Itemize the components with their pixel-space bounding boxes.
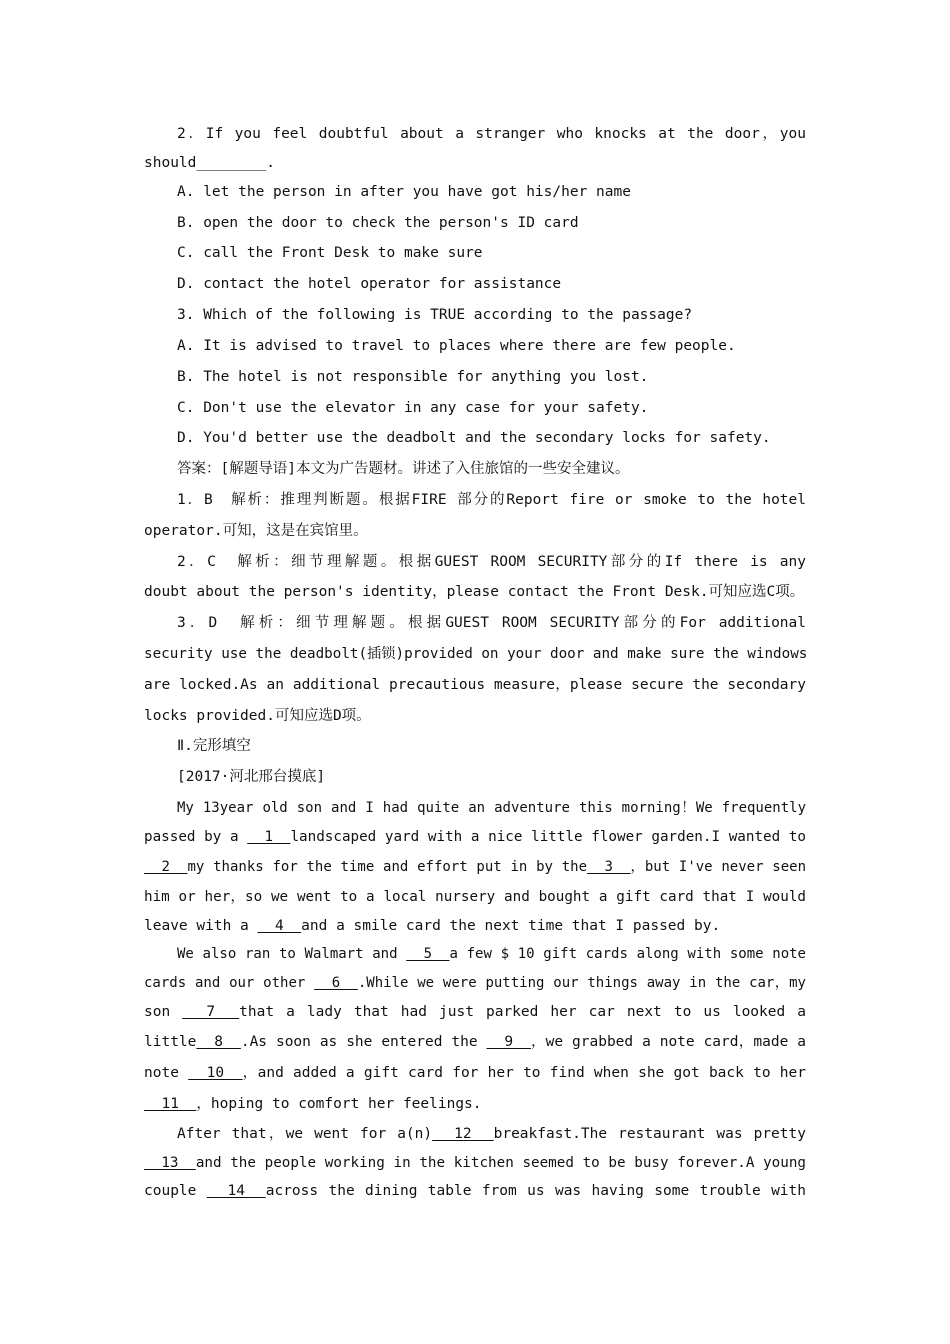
text: across the dining table from us was having some trouble with	[265, 1183, 806, 1199]
answer-2-explanation: 2．C 解析：细节理解题。根据GUEST ROOM SECURITY部分的If there is any	[177, 554, 806, 570]
question-3-stem: 3. Which of the following is TRUE according to the passage?	[177, 307, 693, 323]
blank-12: 12	[432, 1126, 494, 1142]
text: and the people working in the kitchen seemed to be busy forever.A young	[195, 1155, 806, 1171]
text: After that，we went for a(n)	[177, 1126, 433, 1142]
blank-3: 3	[587, 859, 631, 875]
blank-8: 8	[196, 1034, 241, 1050]
passage-line	[144, 1181, 806, 1201]
passage-line	[144, 1153, 806, 1173]
passage-line	[144, 827, 806, 847]
text: ，and added a gift card for her to find when she got back to her	[242, 1065, 806, 1081]
blank-13: 13	[144, 1155, 196, 1171]
text: couple	[144, 1183, 207, 1199]
answer-blank: ________	[196, 155, 267, 171]
text: that a lady that had just parked her car next to us looked a	[239, 1004, 806, 1020]
text: .As soon as she entered the	[240, 1034, 487, 1050]
text: and a smile card the next time that I passed by.	[301, 918, 721, 934]
answer-3-explanation-continued: are locked.As an additional precautious measure，please secure the secondary	[144, 677, 806, 693]
question-3-option-b: B. The hotel is not responsible for anything you lost.	[177, 369, 649, 385]
passage-line	[144, 1002, 806, 1022]
text: a few $ 10 gift cards along with some note	[449, 946, 806, 962]
blank-6: 6	[314, 975, 358, 991]
text: ，we grabbed a note card，made a	[530, 1034, 806, 1050]
passage-line	[177, 1124, 806, 1144]
section-source: [2017·河北邢台摸底]	[177, 769, 326, 785]
text: ，but I've never seen	[630, 859, 807, 875]
passage-line	[144, 973, 806, 993]
text: .While we were putting our things away in the car，my	[357, 975, 806, 991]
text: son	[144, 1004, 183, 1020]
text: my thanks for the time and effort put in by the	[187, 859, 588, 875]
blank-4: 4	[257, 918, 302, 934]
passage-line	[144, 1063, 806, 1083]
answer-3-explanation-continued: security use the deadbolt(插锁)provided on your door and make sure the windows	[144, 646, 808, 662]
answer-3-explanation-continued: locks provided.可知应选D项。	[144, 708, 371, 724]
blank-2: 2	[144, 859, 188, 875]
blank-11: 11	[144, 1096, 197, 1112]
question-3-option-d: D. You'd better use the deadbolt and the secondary locks for safety.	[177, 430, 771, 446]
passage-line	[144, 916, 806, 936]
answer-3-explanation: 3．D 解析：细节理解题。根据GUEST ROOM SECURITY部分的For additional	[177, 615, 806, 631]
text: We also ran to Walmart and	[177, 946, 407, 962]
question-2-stem: 2．If you feel doubtful about a stranger who knocks at the door，you	[177, 126, 806, 142]
answer-1-explanation-continued: operator.可知，这是在宾馆里。	[144, 523, 368, 539]
passage-line	[177, 944, 806, 964]
answer-1-explanation: 1．B 解析：推理判断题。根据FIRE 部分的Report fire or smoke to the hotel	[177, 492, 806, 508]
section-heading: Ⅱ.完形填空	[177, 738, 251, 754]
text: ，hoping to comfort her feelings.	[196, 1096, 482, 1112]
blank-1: 1	[247, 829, 291, 845]
blank-7: 7	[182, 1004, 240, 1020]
question-2-option-d: D. contact the hotel operator for assistance	[177, 276, 562, 292]
text: landscaped yard with a nice little flower garden.I wanted to	[290, 829, 806, 845]
text: note	[144, 1065, 189, 1081]
blank-14: 14	[206, 1183, 266, 1199]
text: passed by a	[144, 829, 248, 845]
text: .	[266, 155, 275, 171]
blank-10: 10	[188, 1065, 243, 1081]
question-2-option-c: C. call the Front Desk to make sure	[177, 245, 483, 261]
passage-line	[144, 1032, 806, 1052]
text: breakfast.The restaurant was pretty	[493, 1126, 806, 1142]
text: cards and our other	[144, 975, 315, 991]
question-3-option-a: A. It is advised to travel to places where there are few people.	[177, 338, 736, 354]
text: should	[144, 155, 197, 171]
answer-intro: 答案：[解题导语]本文为广告题材。讲述了入住旅馆的一些安全建议。	[177, 461, 630, 477]
question-2-option-b: B. open the door to check the person's ID card	[177, 215, 579, 231]
answer-2-explanation-continued: doubt about the person's identity，please contact the Front Desk.可知应选C项。	[144, 584, 805, 600]
question-3-option-c: C. Don't use the elevator in any case for your safety.	[177, 400, 649, 416]
blank-9: 9	[486, 1034, 531, 1050]
text: little	[144, 1034, 197, 1050]
question-2-option-a: A. let the person in after you have got his/her name	[177, 184, 631, 200]
blank-5: 5	[406, 946, 450, 962]
text: leave with a	[144, 918, 258, 934]
passage-line	[144, 1094, 806, 1114]
passage-line	[144, 857, 806, 877]
passage-line: him or her，so we went to a local nursery and bought a gift card that I would	[144, 889, 806, 905]
question-2-stem-continued	[144, 153, 806, 173]
passage-line: My 13year old son and I had quite an adventure this morning！We frequently	[177, 800, 806, 816]
